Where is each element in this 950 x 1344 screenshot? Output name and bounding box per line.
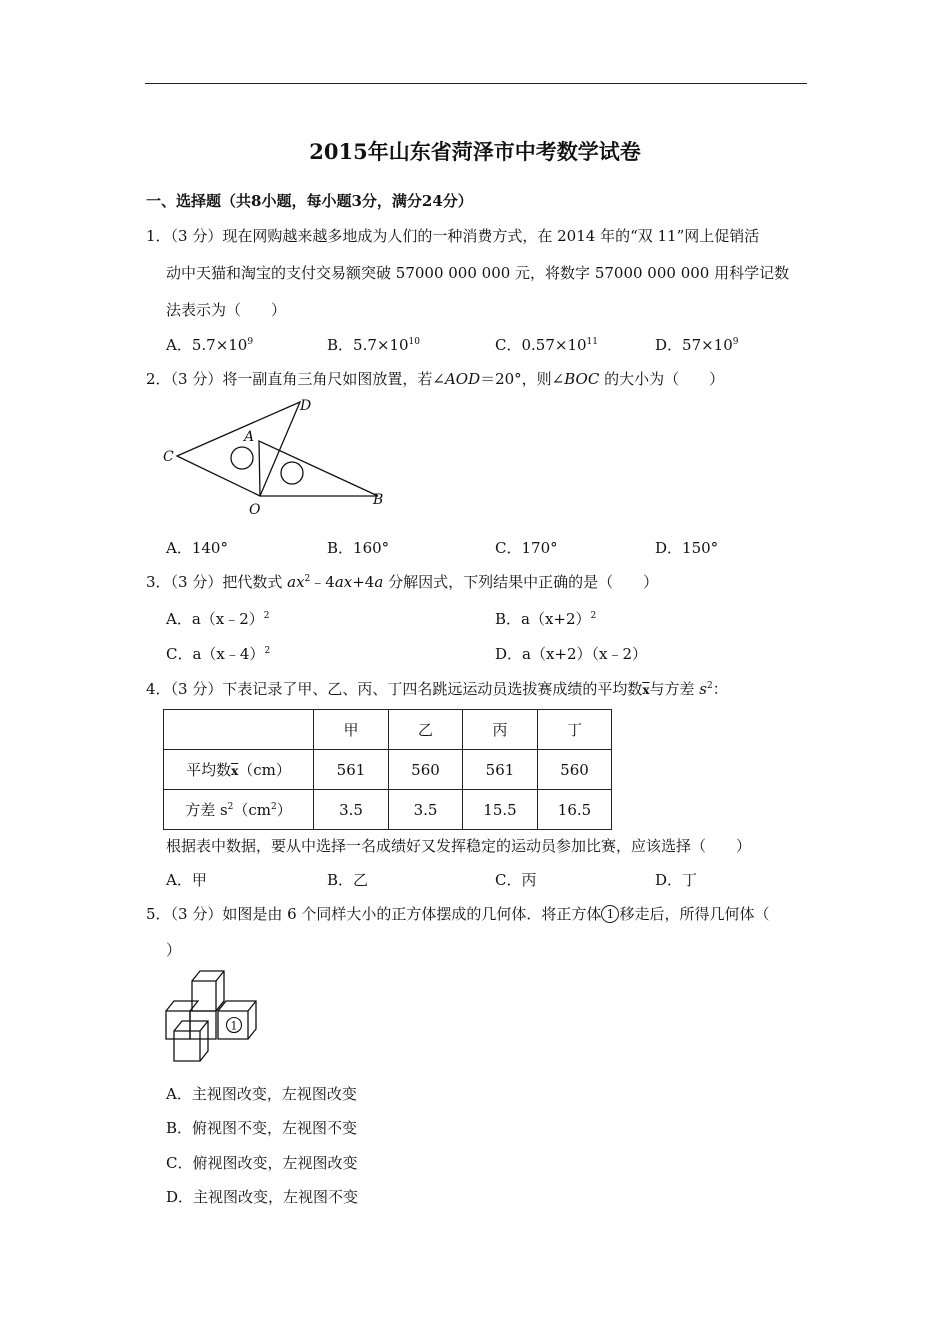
q4-option-d[interactable]: D．丁	[655, 871, 698, 889]
scores-table	[163, 709, 612, 830]
label-b: B	[373, 492, 384, 508]
label-a: A	[244, 429, 255, 445]
table-cell: 3.5	[314, 790, 389, 830]
q3-option-d[interactable]: D．a（x+2）（x﹣2）	[495, 645, 648, 663]
header-rule	[145, 83, 807, 84]
q1-option-a[interactable]: A．$5.7\times 10^9$	[166, 336, 254, 354]
triangle-aob	[259, 441, 378, 496]
q4-option-c[interactable]: C．丙	[495, 871, 537, 889]
table-cell: 15.5	[463, 790, 538, 830]
cubes-figure	[160, 965, 270, 1070]
table-header-cell: 丁	[538, 710, 612, 750]
label-o: O	[249, 502, 261, 518]
table-row	[164, 750, 612, 790]
q5-stem: 5．（3 分）如图是由 6 个同样大小的正方体摆成的几何体．将正方体 1 移走后，所得几何体（	[146, 905, 770, 923]
q4-stem: 4．（3 分）下表记录了甲、乙、丙、丁四名跳远运动员选拔赛成绩的平均数$\overline{x}$与方差 $s^2$：	[146, 680, 728, 698]
q1-option-d[interactable]: D．$57\times 10^9$	[655, 336, 739, 354]
table-cell: 561	[463, 750, 538, 790]
table-header-cell: 丙	[463, 710, 538, 750]
label-c: C	[163, 449, 174, 465]
q5-option-b[interactable]: B．俯视图不变，左视图不变	[166, 1119, 358, 1137]
triangle-rulers-figure	[160, 392, 400, 522]
label-d: D	[300, 398, 312, 414]
ruler-hole-right	[281, 462, 303, 484]
q3-option-c[interactable]: C．a（x﹣4）$^2$	[166, 645, 271, 663]
q2-option-d[interactable]: D．150°	[655, 539, 719, 557]
q1-line2: 动中天猫和淘宝的支付交易额突破 57000 000 000 元，将数字 57000 000 000 用科学记数	[166, 264, 790, 282]
q1-line1: 1．（3 分）现在网购越来越多地成为人们的一种消费方式，在 2014 年的“双 11”网上促销活	[146, 227, 760, 245]
section-heading: 一、选择题（共8小题，每小题3分，满分24分）	[146, 192, 473, 210]
q1-line3: 法表示为（ ）	[166, 301, 287, 319]
table-cell: 560	[538, 750, 612, 790]
q4-followup: 根据表中数据，要从中选择一名成绩好又发挥稳定的运动员参加比赛，应该选择（ ）	[166, 837, 752, 855]
table-header-cell	[164, 710, 314, 750]
table-cell: 3.5	[389, 790, 463, 830]
q1-option-c[interactable]: C．$0.57\times 10^{11}$	[495, 336, 598, 354]
q5-option-a[interactable]: A．主视图改变，左视图改变	[166, 1085, 357, 1103]
q3-option-b[interactable]: B．$a(x+2)^2$	[495, 610, 597, 628]
q2-stem: 2．（3 分）将一副直角三角尺如图放置，若∠AOD＝20°，则∠BOC 的大小为（ ）	[146, 370, 725, 388]
ruler-hole-left	[231, 447, 253, 469]
q5-stem-end: ）	[166, 941, 182, 959]
q3-stem: 3．（3 分）把代数式 $ax^2﹣4ax+4a$ 分解因式，下列结果中正确的是（ ）	[146, 573, 659, 591]
row-label-mean: 平均数$\overline{x}(cm)$	[164, 750, 314, 790]
table-header-row	[164, 710, 612, 750]
q2-option-c[interactable]: C．170°	[495, 539, 558, 557]
cube-label: 1	[230, 1019, 238, 1033]
q1-option-b[interactable]: B．$5.7\times 10^{10}$	[327, 336, 420, 354]
exam-title: 2015年山东省菏泽市中考数学试卷	[309, 139, 641, 164]
q5-option-d[interactable]: D．主视图改变，左视图不变	[166, 1188, 359, 1206]
q3-option-a[interactable]: A．a（x﹣2）$^2$	[166, 610, 270, 628]
table-cell: 561	[314, 750, 389, 790]
q2-option-b[interactable]: B．160°	[327, 539, 390, 557]
q4-option-a[interactable]: A．甲	[166, 871, 207, 889]
triangle-cad	[177, 402, 300, 496]
table-cell: 16.5	[538, 790, 612, 830]
table-row	[164, 790, 612, 830]
q2-option-a[interactable]: A．140°	[166, 539, 228, 557]
row-label-variance: 方差 $s^2(cm^2)$	[164, 790, 314, 830]
table-header-cell: 乙	[389, 710, 463, 750]
q5-option-c[interactable]: C．俯视图改变，左视图改变	[166, 1154, 358, 1172]
table-cell: 560	[389, 750, 463, 790]
table-header-cell: 甲	[314, 710, 389, 750]
q4-option-b[interactable]: B．乙	[327, 871, 369, 889]
